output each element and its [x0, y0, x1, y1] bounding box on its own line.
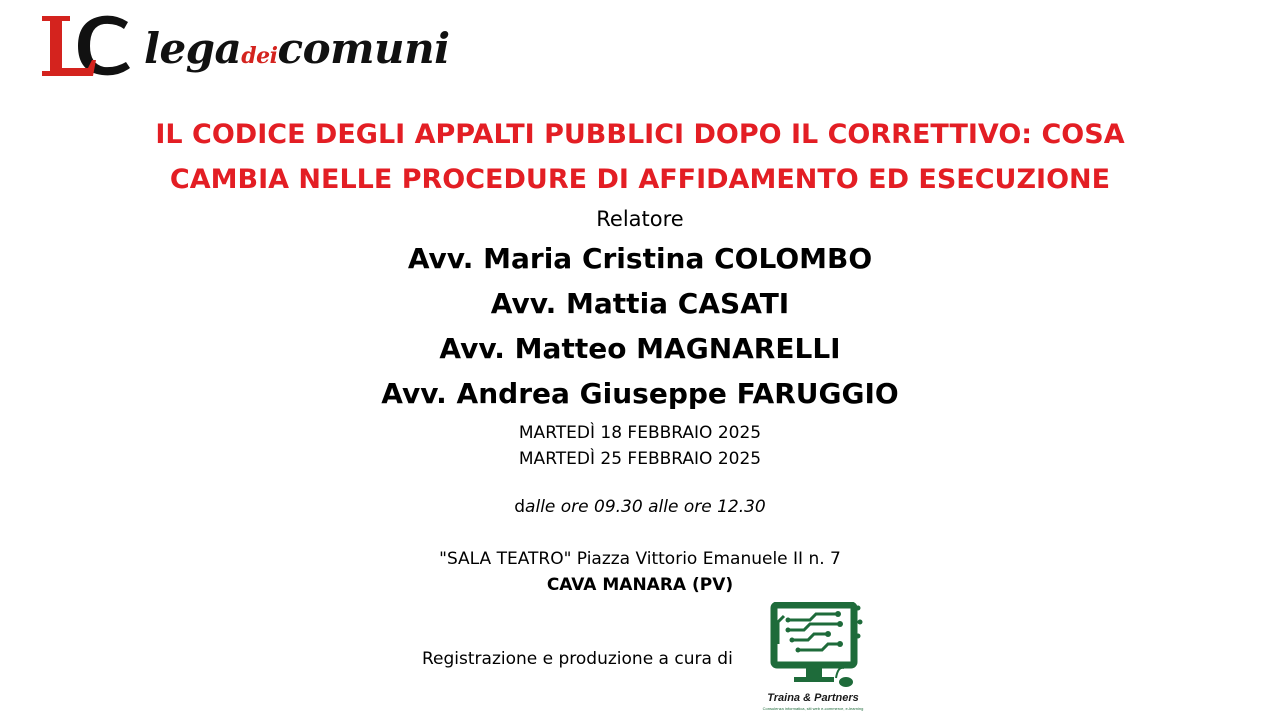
logo-word-comuni: comuni [277, 24, 450, 73]
event-date: MARTEDÌ 25 FEBBRAIO 2025 [518, 449, 762, 469]
lega-dei-comuni-logo [40, 12, 450, 82]
computer-circuit-icon [748, 602, 878, 692]
event-city: CAVA MANARA (PV) [546, 575, 734, 595]
speaker-name: Avv. Mattia CASATI [490, 287, 790, 320]
event-date: MARTEDÌ 18 FEBBRAIO 2025 [518, 423, 762, 443]
event-title-line-1: IL CODICE DEGLI APPALTI PUBBLICI DOPO IL CORRETTIVO: COSA [155, 119, 1125, 150]
speaker-name: Avv. Andrea Giuseppe FARUGGIO [381, 377, 899, 410]
event-title [80, 112, 1200, 202]
logo-word-lega: lega [144, 24, 242, 73]
relatore-label: Relatore [596, 207, 684, 231]
lc-logo-mark [40, 12, 132, 78]
traina-partners-logo [748, 602, 878, 714]
speaker-name: Avv. Matteo MAGNARELLI [439, 332, 841, 365]
logo-word-dei: dei [241, 43, 278, 69]
speaker-name: Avv. Maria Cristina COLOMBO [407, 242, 873, 275]
production-credit: Registrazione e produzione a cura di [422, 649, 733, 669]
event-times [0, 494, 1280, 520]
event-times-prefix: d [514, 497, 526, 517]
partner-name: Traina & Partners [767, 692, 859, 704]
logo-wordmark [144, 24, 450, 81]
speaker-list [0, 236, 1280, 416]
event-dates [0, 420, 1280, 472]
event-times-text: alle ore 09.30 alle ore 12.30 [525, 497, 766, 517]
event-title-line-2: CAMBIA NELLE PROCEDURE DI AFFIDAMENTO ED ESECUZIONE [169, 164, 1111, 195]
event-venue: "SALA TEATRO" Piazza Vittorio Emanuele II n. 7 [439, 549, 841, 569]
partner-tagline: Consulenza informatica, siti web e-commerce, e-learning [762, 706, 864, 711]
